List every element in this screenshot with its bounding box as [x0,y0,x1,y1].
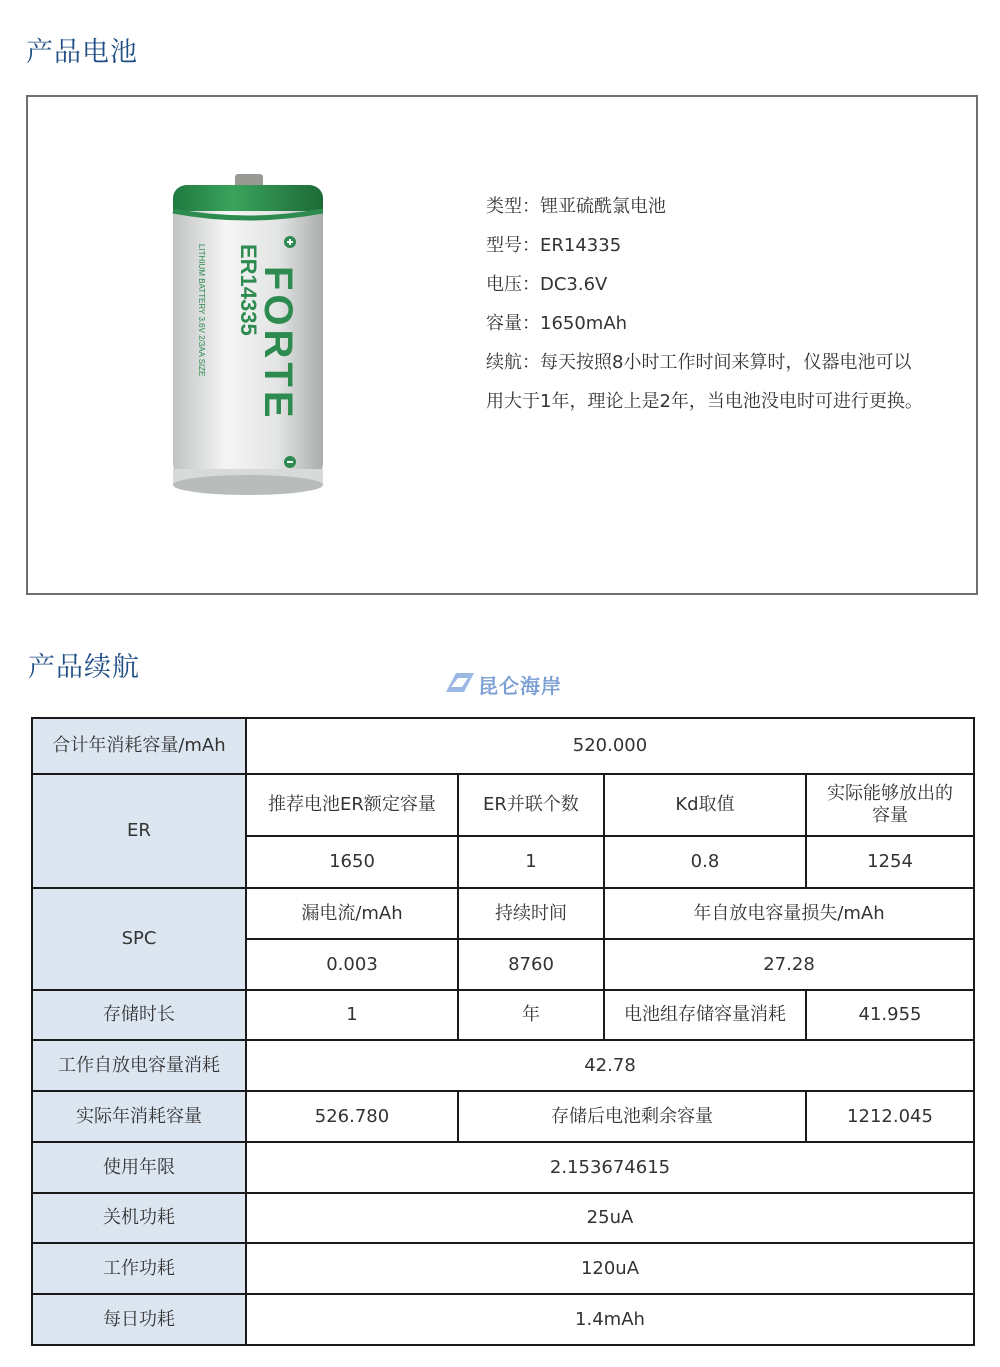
logo-icon [442,670,476,696]
off-power-label: 关机功耗 [32,1193,246,1243]
runtime-section-title: 产品续航 [28,652,140,683]
battery-brand-text: FORTE [256,266,300,422]
battery-side-text: LITHIUM BATTERY 3.6V 2/3AA SIZE [197,244,206,377]
spec-voltage: 电压：DC3.6V [486,274,608,295]
storage-unit: 年 [458,990,604,1040]
daily-power-label: 每日功耗 [32,1294,246,1345]
spec-type: 类型：锂亚硫酰氯电池 [486,196,666,217]
actual-sub-label: 存储后电池剩余容量 [458,1091,806,1142]
watermark-text: 昆仑海岸 [478,674,562,698]
storage-sub-label: 电池组存储容量消耗 [604,990,806,1040]
storage-label: 存储时长 [32,990,246,1040]
work-self-label: 工作自放电容量消耗 [32,1040,246,1091]
product-section-title: 产品电池 [26,37,138,68]
er-label: ER [32,774,246,888]
er-header: 推荐电池ER额定容量 [246,774,458,836]
runtime-table [31,717,975,1346]
er-value: 1254 [806,836,974,888]
spc-label: SPC [32,888,246,990]
storage-value: 1 [246,990,458,1040]
spc-header: 年自放电容量损失/mAh [604,888,974,939]
battery-image [153,169,323,509]
spec-endurance: 续航：每天按照8小时工作时间来算时，仪器电池可以用大于1年，理论上是2年，当电池没电时可进行更换。 [486,352,923,412]
storage-sub-value: 41.955 [806,990,974,1040]
spc-header: 漏电流/mAh [246,888,458,939]
actual-sub-value: 1212.045 [806,1091,974,1142]
spec-capacity: 容量：1650mAh [486,313,628,334]
total-annual-label: 合计年消耗容量/mAh [32,718,246,774]
watermark-logo [442,670,562,698]
spec-model: 型号：ER14335 [486,235,622,256]
spc-header: 持续时间 [458,888,604,939]
work-power-value: 120uA [246,1243,974,1294]
battery-model-text: ER14335 [236,244,261,336]
life-value: 2.153674615 [246,1142,974,1193]
life-label: 使用年限 [32,1142,246,1193]
actual-value: 526.780 [246,1091,458,1142]
off-power-value: 25uA [246,1193,974,1243]
spc-value: 8760 [458,939,604,990]
er-header: Kd取值 [604,774,806,836]
work-self-value: 42.78 [246,1040,974,1091]
spc-value: 27.28 [604,939,974,990]
er-value: 0.8 [604,836,806,888]
actual-label: 实际年消耗容量 [32,1091,246,1142]
spc-value: 0.003 [246,939,458,990]
er-header: 实际能够放出的容量 [806,774,974,836]
product-panel [26,95,978,595]
total-annual-value: 520.000 [246,718,974,774]
er-header: ER并联个数 [458,774,604,836]
work-power-label: 工作功耗 [32,1243,246,1294]
er-value: 1 [458,836,604,888]
er-value: 1650 [246,836,458,888]
spec-list [486,187,926,421]
daily-power-value: 1.4mAh [246,1294,974,1345]
